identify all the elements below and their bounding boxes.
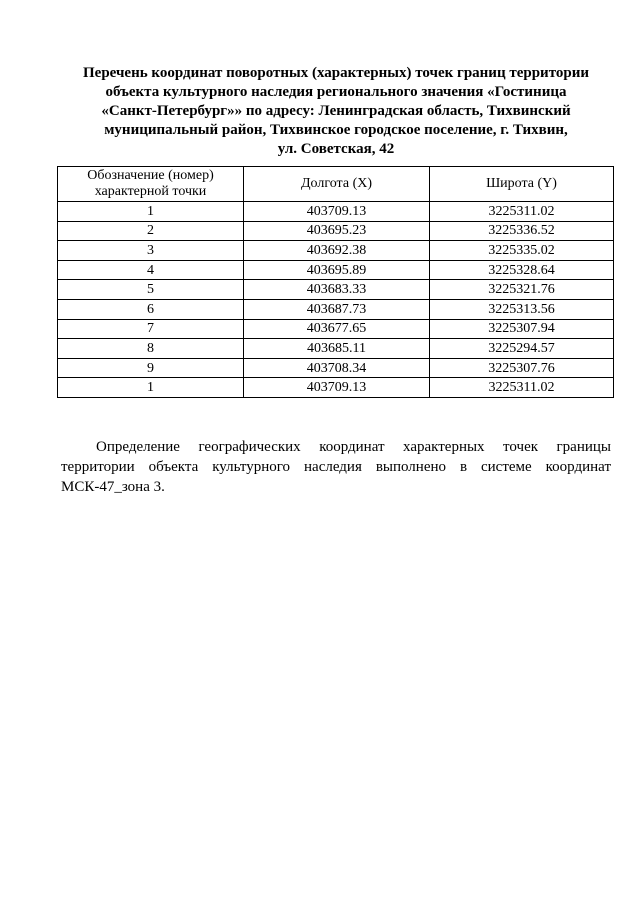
title-line: Перечень координат поворотных (характерных) точек границ территории [83, 65, 589, 81]
cell-x: 403685.11 [244, 339, 430, 359]
table-row [58, 202, 614, 222]
cell-y: 3225335.02 [430, 241, 614, 261]
table-row [58, 378, 614, 398]
cell-x: 403708.34 [244, 358, 430, 378]
cell-x: 403695.23 [244, 221, 430, 241]
cell-y: 3225313.56 [430, 299, 614, 319]
cell-y: 3225321.76 [430, 280, 614, 300]
cell-y: 3225294.57 [430, 339, 614, 359]
title-line: объекта культурного наследия регионального значения «Гостиница [105, 84, 567, 100]
cell-point: 4 [58, 260, 244, 280]
cell-point: 5 [58, 280, 244, 300]
cell-x: 403683.33 [244, 280, 430, 300]
cell-y: 3225311.02 [430, 378, 614, 398]
cell-point: 2 [58, 221, 244, 241]
cell-y: 3225336.52 [430, 221, 614, 241]
cell-y: 3225328.64 [430, 260, 614, 280]
table-row [58, 358, 614, 378]
title-line: муниципальный район, Тихвинское городское поселение, г. Тихвин, [104, 122, 568, 138]
coordinate-system-note: Определение географических координат характерных точек границы территории объекта культурного наследия выполнено в системе координат МСК-47_зона 3. [61, 439, 611, 495]
header-longitude: Долгота (X) [244, 167, 430, 202]
cell-x: 403709.13 [244, 378, 430, 398]
table-row [58, 221, 614, 241]
table-row [58, 339, 614, 359]
cell-point: 8 [58, 339, 244, 359]
cell-x: 403687.73 [244, 299, 430, 319]
table-row [58, 319, 614, 339]
cell-point: 9 [58, 358, 244, 378]
document-title [60, 64, 612, 159]
cell-y: 3225307.94 [430, 319, 614, 339]
table-header-row [58, 167, 614, 202]
header-latitude: Широта (Y) [430, 167, 614, 202]
cell-x: 403709.13 [244, 202, 430, 222]
coordinates-table [57, 166, 614, 398]
table-row [58, 241, 614, 261]
cell-point: 3 [58, 241, 244, 261]
cell-y: 3225311.02 [430, 202, 614, 222]
cell-y: 3225307.76 [430, 358, 614, 378]
cell-x: 403695.89 [244, 260, 430, 280]
title-line: ул. Советская, 42 [277, 141, 395, 157]
cell-x: 403692.38 [244, 241, 430, 261]
cell-point: 7 [58, 319, 244, 339]
table-row [58, 299, 614, 319]
title-line: «Санкт-Петербург»» по адресу: Ленинградская область, Тихвинский [101, 103, 571, 119]
cell-point: 1 [58, 202, 244, 222]
table-row [58, 260, 614, 280]
cell-x: 403677.65 [244, 319, 430, 339]
table-row [58, 280, 614, 300]
header-point-number: Обозначение (номер) характерной точки [58, 167, 244, 202]
cell-point: 1 [58, 378, 244, 398]
cell-point: 6 [58, 299, 244, 319]
